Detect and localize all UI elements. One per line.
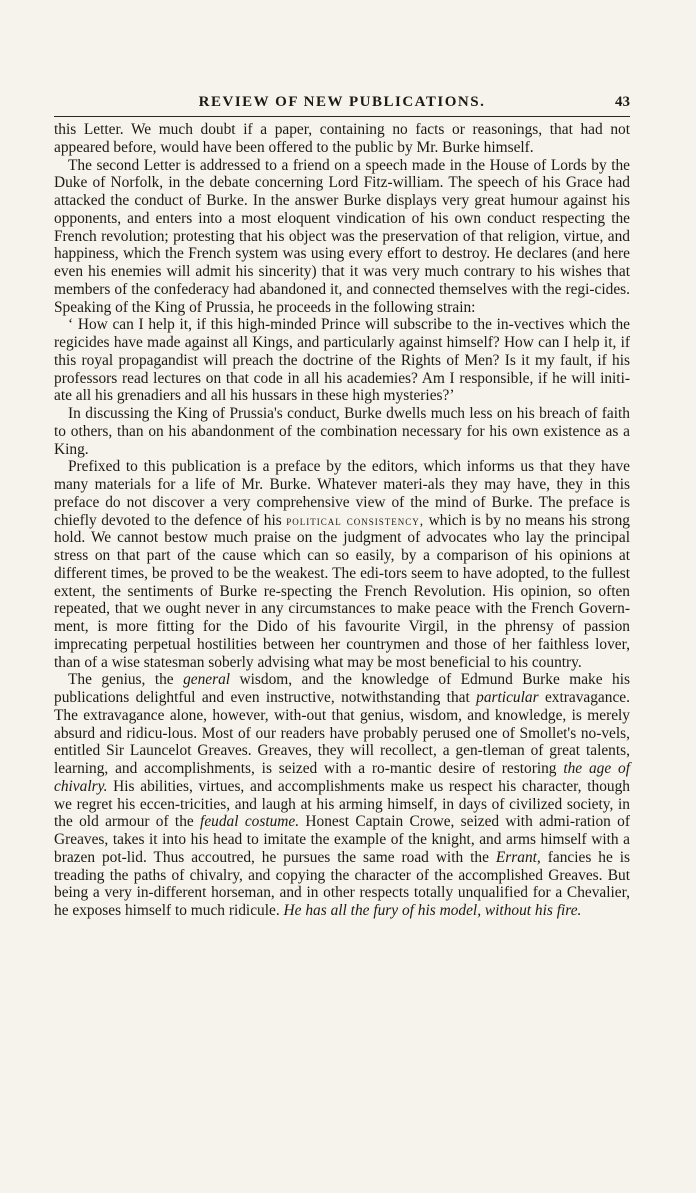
- paragraph-continuation: this Letter. We much doubt if a paper, containing no facts or reasonings, that had not appeared before, would have been offered to the public by Mr. Burke himself.: [54, 121, 630, 156]
- italic-age-of-chivalry: the age of chivalry.: [54, 760, 630, 795]
- preface-text-a: Prefixed to this publication is a preface by the editors, which informs us that they have many materials for a life of Mr. Burke. Whatever materi-als they may have, they in this preface do not discover a very comprehensive view of the mind of Burke. The preface is chiefly devoted to the defence of his: [54, 458, 630, 529]
- italic-feudal-costume: feudal costume.: [200, 813, 300, 831]
- paragraph-genius: [54, 671, 630, 920]
- italic-particular: particular: [476, 689, 539, 706]
- genius-text-5: Honest Captain Crowe, seized with admi-ration of Greaves, takes it into his head to imitate the example of the knight, and arms himself with a brazen pot-lid. Thus accoutred, he pursues the same road with the: [54, 813, 630, 866]
- genius-text-3: extravagance. The extravagance alone, however, with-out that genius, wisdom, and knowledge, is merely absurd and ridicu-lous. Most of our readers have probably perused one of Smollet's no-vels, entitled Sir Launcelot Greaves. Greaves, they will recollect, a gen-tleman of great talents, learning, and accomplishments, is seized with a ro-mantic desire of restoring: [54, 689, 630, 777]
- italic-general: general: [183, 671, 231, 689]
- running-header: [54, 90, 630, 117]
- political-consistency-smallcaps: political consistency,: [286, 512, 425, 528]
- running-title: REVIEW OF NEW PUBLICATIONS.: [198, 94, 486, 110]
- article-body: [54, 121, 630, 920]
- page-number: 43: [615, 94, 630, 110]
- page: [54, 90, 630, 920]
- italic-errant: Errant,: [495, 848, 541, 866]
- paragraph-king-of-prussia: In discussing the King of Prussia's conduct, Burke dwells much less on his breach of faith to others, than on his abandonment of the combination necessary for his own existence as a King.: [54, 405, 630, 458]
- genius-text-1: The genius, the: [68, 671, 174, 689]
- paragraph-quotation: ‘ How can I help it, if this high-minded Prince will subscribe to the in-vectives which the regicides have made against all Kings, and particularly against himself? How can I help it, if this royal propagandist will preach the doctrine of the Rights of Men? Is it my fault, if his professors read lectures on that code in all his academies? Am I responsible, if he will initi-ate all his grenadiers and all his hussars in these high mysteries?’: [54, 316, 630, 405]
- paragraph-second-letter: The second Letter is addressed to a friend on a speech made in the House of Lords by the Duke of Norfolk, in the debate concerning Lord Fitz-william. The speech of his Grace had attacked the conduct of Burke. In the answer Burke displays very great humour against his opponents, and enters into a most eloquent vindication of his own conduct respecting the French revolution; protesting that his object was the preservation of that religion, virtue, and happiness, which the French system was using every effort to destroy. He declares (and here even his enemies will admit his sincerity) that it was very much contrary to his wishes that members of the confederacy had abandoned it, and connected themselves with the regi-cides. Speaking of the King of Prussia, he proceeds in the following strain:: [54, 156, 630, 316]
- preface-text-b: which is by no means his strong hold. We cannot bestow much praise on the judgment of advocates who lay the principal stress on that part of the cause which can so easily, by a comparison of his opinions at different times, be proved to be the weakest. The edi-tors seem to have adopted, to the fullest extent, the sentiments of Burke re-specting the French Revolution. His opinion, so often repeated, that we ought never in any circumstances to make peace with the French Govern-ment, is more fitting for the Dido of his favourite Virgil, in the phrensy of passion imprecating perpetual hostilities between her countrymen and those of her faithless lover, than of a wise statesman soberly advising what may be most beneficial to his country.: [54, 511, 630, 671]
- genius-text-6: fancies he is treading the paths of chivalry, and copying the character of the accomplished Greaves. But being a very in-different horseman, and in other respects totally unqualified for a Chevalier, he exposes himself to much ridicule.: [54, 848, 630, 919]
- genius-text-4: His abilities, virtues, and accomplishments make us respect his character, though we regret his eccen-tricities, and laugh at his arming himself, in days of civilized society, in the old armour of the: [54, 777, 630, 831]
- genius-text-2: wisdom, and the knowledge of Edmund Burke make his publications delightful and even instructive, notwithstanding that: [54, 671, 630, 706]
- italic-closing-line: He has all the fury of his model, without his fire.: [283, 902, 582, 919]
- paragraph-preface: [54, 458, 630, 671]
